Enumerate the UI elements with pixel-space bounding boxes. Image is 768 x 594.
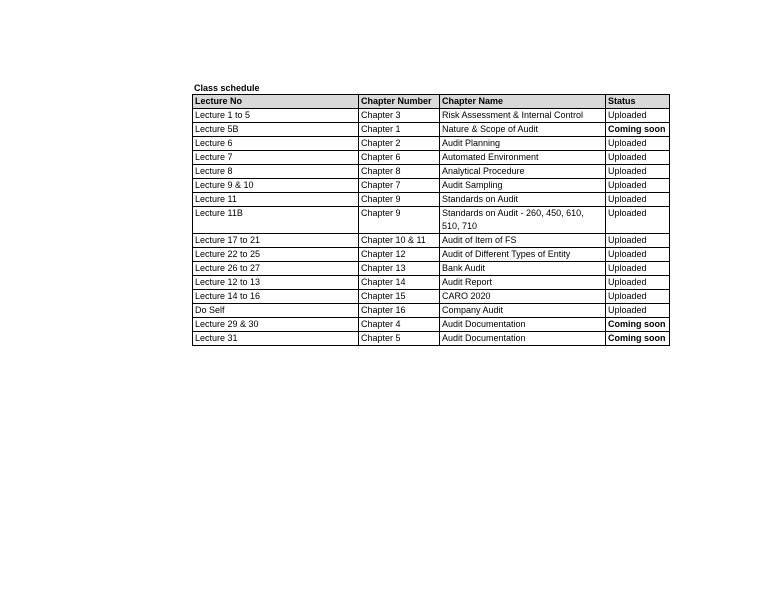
- chapter-number-cell: Chapter 16: [359, 304, 440, 318]
- lecture-no-cell: Lecture 11B: [193, 207, 359, 234]
- status-cell: Uploaded: [606, 290, 670, 304]
- status-cell: Uploaded: [606, 304, 670, 318]
- status-cell: Uploaded: [606, 262, 670, 276]
- header-lecture-no: Lecture No: [193, 95, 359, 109]
- lecture-no-cell: Lecture 22 to 25: [193, 248, 359, 262]
- lecture-no-cell: Lecture 17 to 21: [193, 234, 359, 248]
- chapter-name-cell: Audit Documentation: [440, 332, 606, 346]
- status-cell: Uploaded: [606, 234, 670, 248]
- table-row: [193, 290, 670, 304]
- chapter-number-cell: Chapter 13: [359, 262, 440, 276]
- lecture-no-cell: Lecture 6: [193, 137, 359, 151]
- chapter-name-cell: Analytical Procedure: [440, 165, 606, 179]
- chapter-number-cell: Chapter 9: [359, 193, 440, 207]
- lecture-no-cell: Lecture 1 to 5: [193, 109, 359, 123]
- lecture-no-cell: Lecture 29 & 30: [193, 318, 359, 332]
- chapter-number-cell: Chapter 9: [359, 207, 440, 234]
- schedule-body: [193, 109, 670, 346]
- chapter-number-cell: Chapter 7: [359, 179, 440, 193]
- table-row: [193, 318, 670, 332]
- status-cell: Coming soon: [606, 332, 670, 346]
- chapter-number-cell: Chapter 1: [359, 123, 440, 137]
- chapter-name-cell: Bank Audit: [440, 262, 606, 276]
- lecture-no-cell: Lecture 8: [193, 165, 359, 179]
- chapter-name-cell: Risk Assessment & Internal Control: [440, 109, 606, 123]
- status-cell: Uploaded: [606, 207, 670, 234]
- table-row: [193, 262, 670, 276]
- chapter-name-cell: Standards on Audit: [440, 193, 606, 207]
- table-row: [193, 304, 670, 318]
- lecture-no-cell: Lecture 12 to 13: [193, 276, 359, 290]
- table-row: [193, 137, 670, 151]
- lecture-no-cell: Lecture 11: [193, 193, 359, 207]
- status-cell: Uploaded: [606, 109, 670, 123]
- chapter-number-cell: Chapter 14: [359, 276, 440, 290]
- lecture-no-cell: Lecture 7: [193, 151, 359, 165]
- chapter-name-cell: Company Audit: [440, 304, 606, 318]
- chapter-number-cell: Chapter 8: [359, 165, 440, 179]
- chapter-name-cell: Automated Environment: [440, 151, 606, 165]
- chapter-name-cell: Audit of Item of FS: [440, 234, 606, 248]
- status-cell: Uploaded: [606, 165, 670, 179]
- chapter-name-cell: Nature & Scope of Audit: [440, 123, 606, 137]
- status-cell: Uploaded: [606, 193, 670, 207]
- table-row: [193, 109, 670, 123]
- lecture-no-cell: Lecture 5B: [193, 123, 359, 137]
- table-row: [193, 193, 670, 207]
- class-schedule-sheet: [192, 82, 669, 346]
- schedule-caption: Class schedule: [194, 83, 260, 93]
- table-row: [193, 248, 670, 262]
- chapter-name-cell: Audit of Different Types of Entity: [440, 248, 606, 262]
- chapter-number-cell: Chapter 2: [359, 137, 440, 151]
- lecture-no-cell: Lecture 14 to 16: [193, 290, 359, 304]
- lecture-no-cell: Do Self: [193, 304, 359, 318]
- status-cell: Uploaded: [606, 151, 670, 165]
- table-row: [193, 151, 670, 165]
- table-row: [193, 123, 670, 137]
- chapter-number-cell: Chapter 12: [359, 248, 440, 262]
- chapter-number-cell: Chapter 5: [359, 332, 440, 346]
- status-cell: Uploaded: [606, 137, 670, 151]
- chapter-number-cell: Chapter 15: [359, 290, 440, 304]
- table-row: [193, 276, 670, 290]
- status-cell: Coming soon: [606, 123, 670, 137]
- table-row: [193, 332, 670, 346]
- status-cell: Uploaded: [606, 248, 670, 262]
- table-row: [193, 207, 670, 234]
- chapter-name-cell: CARO 2020: [440, 290, 606, 304]
- chapter-number-cell: Chapter 3: [359, 109, 440, 123]
- chapter-number-cell: Chapter 6: [359, 151, 440, 165]
- header-chapter-name: Chapter Name: [440, 95, 606, 109]
- lecture-no-cell: Lecture 26 to 27: [193, 262, 359, 276]
- chapter-name-cell: Audit Report: [440, 276, 606, 290]
- chapter-name-cell: Standards on Audit - 260, 450, 610, 510, 710: [440, 207, 606, 234]
- status-cell: Coming soon: [606, 318, 670, 332]
- schedule-table: [192, 94, 670, 346]
- chapter-name-cell: Audit Planning: [440, 137, 606, 151]
- table-row: [193, 165, 670, 179]
- header-status: Status: [606, 95, 670, 109]
- chapter-number-cell: Chapter 4: [359, 318, 440, 332]
- lecture-no-cell: Lecture 9 & 10: [193, 179, 359, 193]
- chapter-number-cell: Chapter 10 & 11: [359, 234, 440, 248]
- status-cell: Uploaded: [606, 276, 670, 290]
- chapter-name-cell: Audit Documentation: [440, 318, 606, 332]
- header-chapter-number: Chapter Number: [359, 95, 440, 109]
- table-row: [193, 179, 670, 193]
- chapter-name-cell: Audit Sampling: [440, 179, 606, 193]
- table-row: [193, 234, 670, 248]
- header-row: [193, 95, 670, 109]
- status-cell: Uploaded: [606, 179, 670, 193]
- lecture-no-cell: Lecture 31: [193, 332, 359, 346]
